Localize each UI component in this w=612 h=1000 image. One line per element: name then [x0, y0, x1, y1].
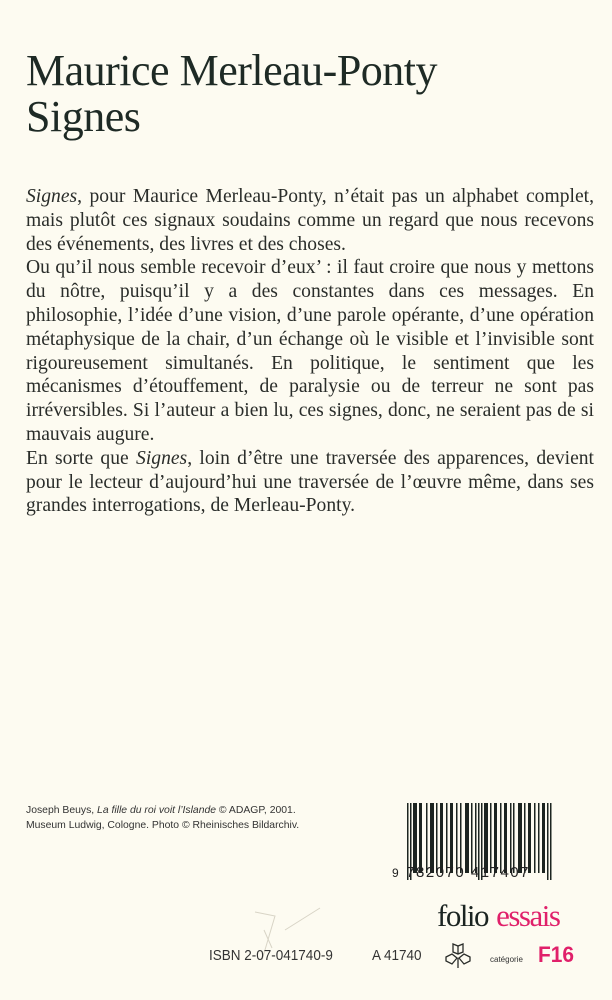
blurb-paragraph-1: [26, 185, 594, 256]
paragraph-text: En sorte que: [26, 447, 137, 469]
barcode-lead-digit: 9: [392, 866, 401, 880]
gallimard-books-icon: [443, 941, 473, 971]
paragraph-text: , pour Maurice Merleau-Ponty, n’était pas un alphabet complet, mais plutôt ces signaux soudains comme un regard que nous recevons des événements, des livres et des choses.: [26, 186, 594, 255]
artwork-title: La fille du roi voit l’Islande: [97, 805, 217, 816]
catalog-code: A 41740: [372, 947, 422, 964]
barcode-group-1: 782070: [406, 864, 466, 881]
author-name: Maurice Merleau-Ponty: [26, 46, 438, 95]
brand-name: folio: [437, 898, 489, 933]
paragraph-text: , loin d’être une traversée des apparences, devient pour le lecteur d’aujourd’hui une traversée de l’œuvre même, dans ses grandes interrogations, de Merleau-Ponty.: [26, 447, 595, 517]
category-value: F16: [538, 942, 575, 967]
italic-title: Signes: [26, 186, 78, 207]
back-cover-blurb: [26, 185, 594, 518]
credit-line-1: [26, 803, 299, 818]
barcode-group-2: 417407: [470, 864, 530, 881]
folio-essais-logo: [437, 900, 559, 932]
category-label: catégorie: [490, 955, 523, 964]
blurb-paragraph-2: Ou qu’il nous semble recevoir d’eux’ : il faut croire que nous y mettons du nôtre, puisqu’il y a des constantes dans ces messages. En philosophie, l’idée d’une vision, d’une parole opérante, d’une opération métaphysique de la chair, d’un échange où le visible et l’invisible sont rigoureusement simultanés. En politique, le sentiment que les mécanismes d’étouffement, de paralysie ou de terreur ne sont pas irréversibles. Si l’auteur a bien lu, ces signes, donc, ne seraient pas de si mauvais augure.: [26, 257, 594, 445]
credit-text: © ADAGP, 2001.: [216, 805, 296, 816]
blurb-paragraph-3: [26, 447, 594, 518]
italic-title: Signes: [136, 447, 188, 469]
isbn: ISBN 2-07-041740-9: [209, 947, 333, 964]
barcode-number: [392, 864, 530, 881]
book-title: Signes: [26, 92, 141, 141]
series-name: essais: [496, 898, 560, 933]
credit-text: Joseph Beuys,: [26, 805, 98, 816]
image-credit: [26, 803, 299, 833]
cover-title-block: [26, 48, 437, 140]
credit-line-2: Museum Ludwig, Cologne. Photo © Rheinisches Bildarchiv.: [26, 820, 300, 831]
